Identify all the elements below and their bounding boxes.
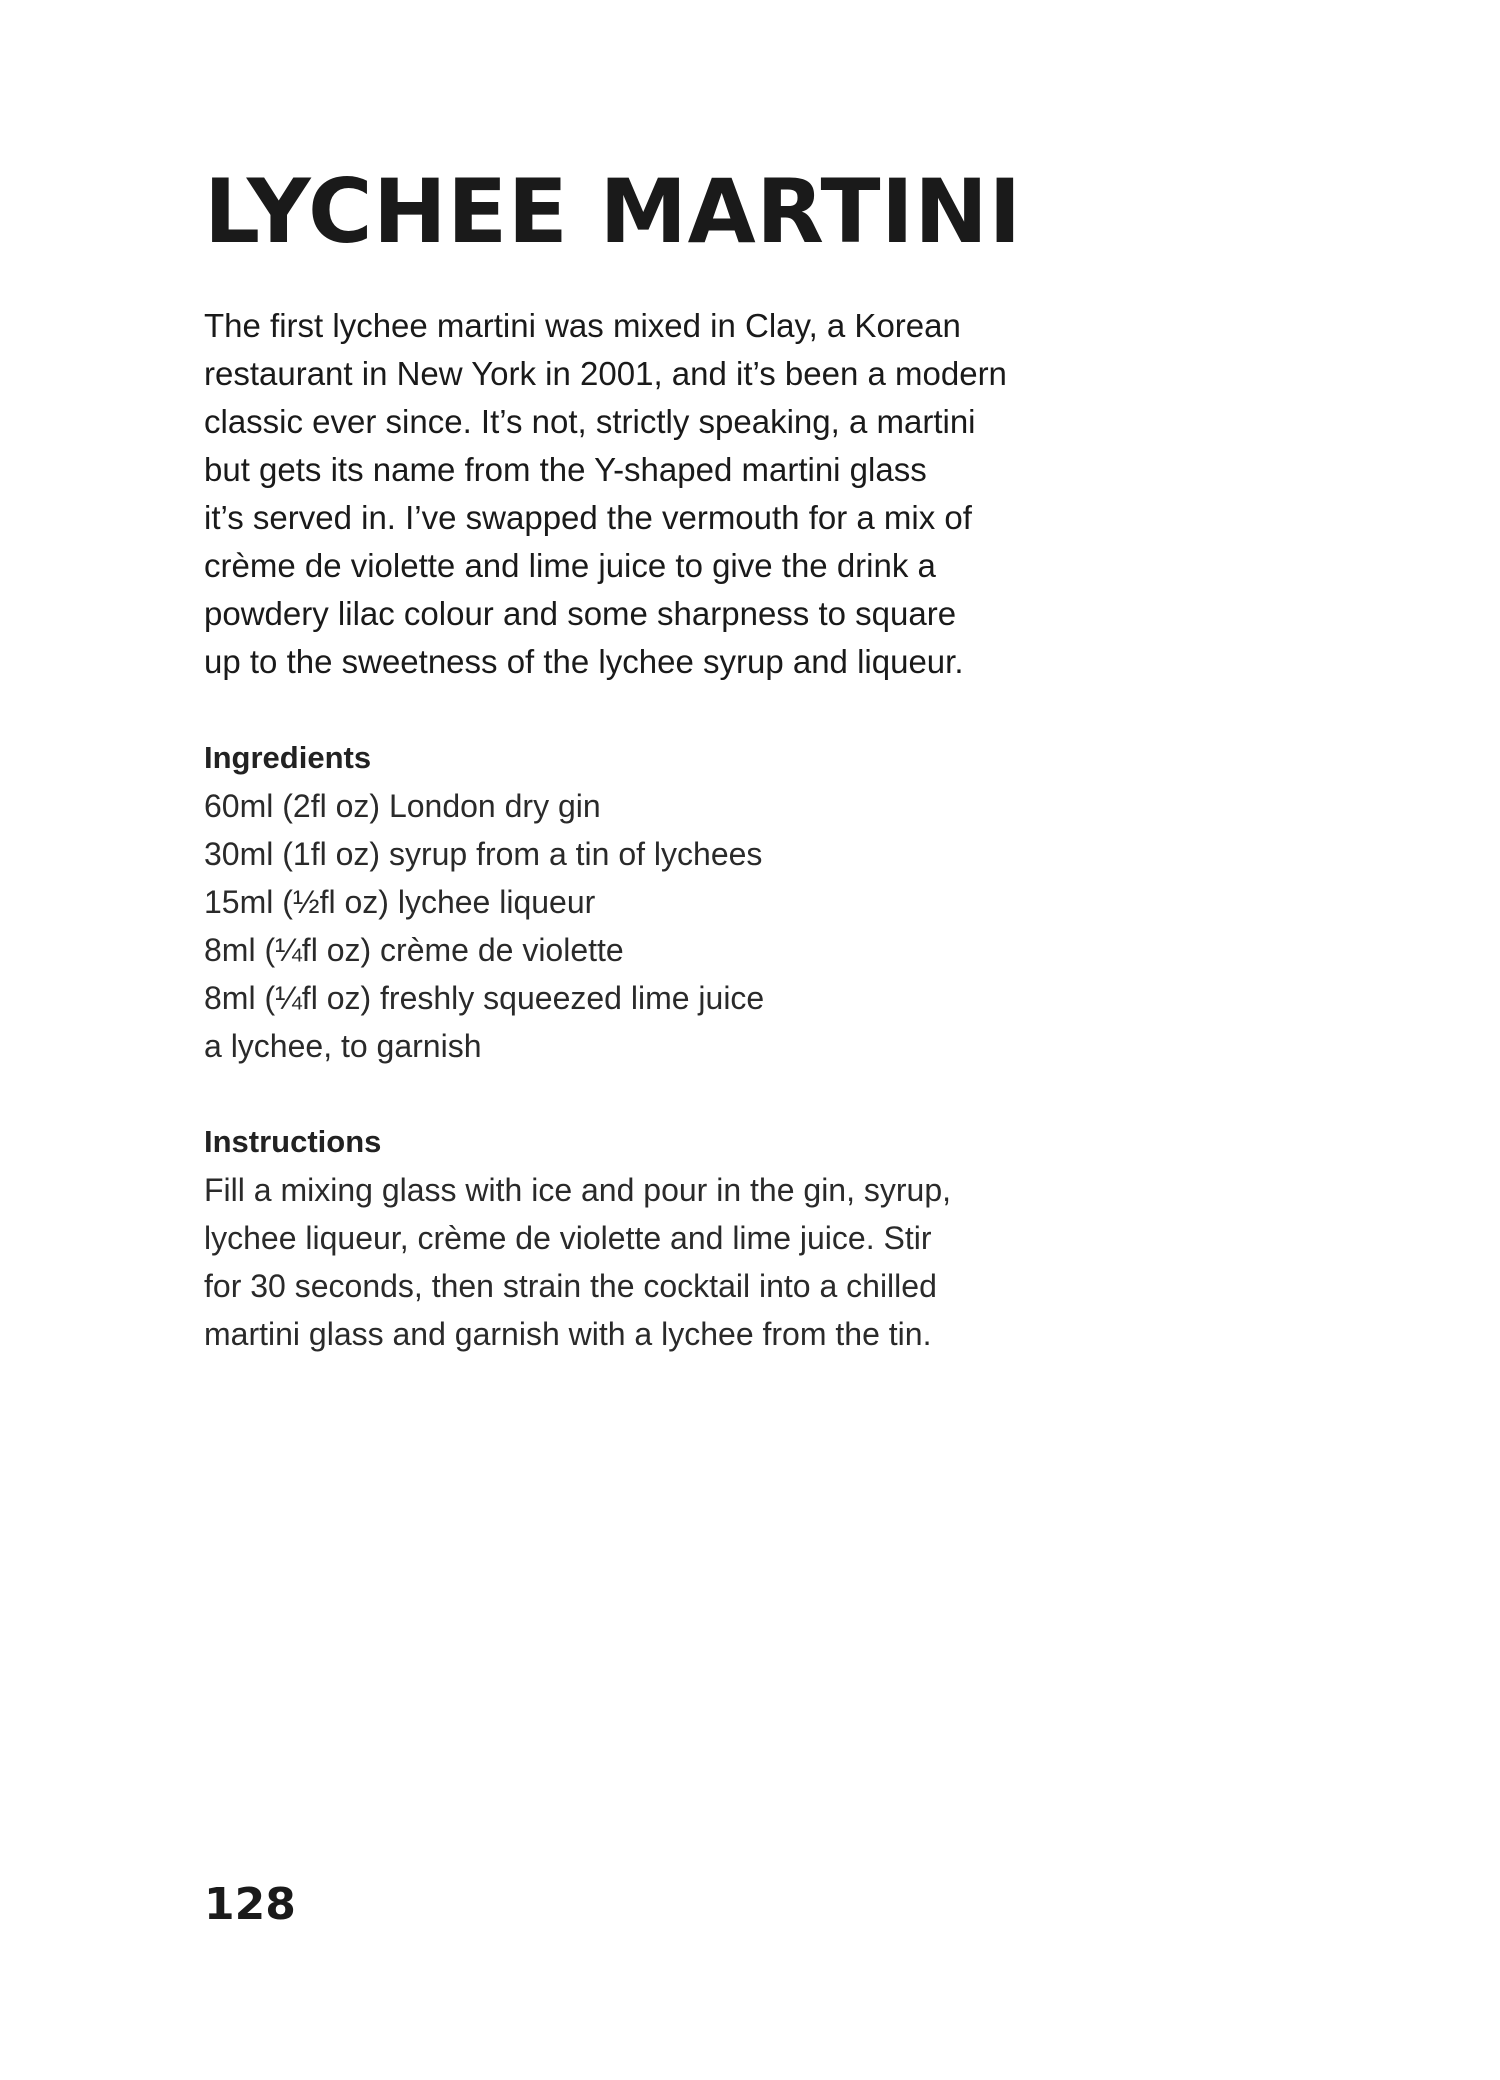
instructions-heading: Instructions: [204, 1124, 382, 1159]
recipe-page: [204, 0, 1344, 2080]
intro-line: crème de violette and lime juice to give the drink a: [204, 547, 936, 584]
ingredient-item: 8ml (¼fl oz) crème de violette: [204, 932, 624, 968]
page-number: 128: [204, 1879, 296, 1930]
instructions-paragraph: [204, 1166, 951, 1358]
ingredients-heading: Ingredients: [204, 740, 372, 775]
instruction-line: martini glass and garnish with a lychee from the tin.: [204, 1316, 932, 1352]
instruction-line: lychee liqueur, crème de violette and lime juice. Stir: [204, 1220, 932, 1256]
ingredient-item: 15ml (½fl oz) lychee liqueur: [204, 884, 596, 920]
ingredient-item: 30ml (1fl oz) syrup from a tin of lychees: [204, 836, 763, 872]
ingredient-item: 8ml (¼fl oz) freshly squeezed lime juice: [204, 980, 765, 1016]
recipe-title: LYCHEE MARTINI: [204, 160, 1022, 263]
ingredients-list: [204, 782, 764, 1070]
ingredient-item: a lychee, to garnish: [204, 1028, 482, 1064]
intro-paragraph: [204, 302, 1304, 686]
intro-line: it’s served in. I’ve swapped the vermouth for a mix of: [204, 499, 972, 536]
instruction-line: Fill a mixing glass with ice and pour in the gin, syrup,: [204, 1172, 952, 1208]
instruction-line: for 30 seconds, then strain the cocktail into a chilled: [204, 1268, 937, 1304]
intro-line: powdery lilac colour and some sharpness to square: [204, 595, 957, 632]
intro-line: restaurant in New York in 2001, and it’s been a modern: [204, 355, 1007, 392]
intro-line: up to the sweetness of the lychee syrup and liqueur.: [204, 643, 964, 680]
ingredient-item: 60ml (2fl oz) London dry gin: [204, 788, 601, 824]
intro-line: classic ever since. It’s not, strictly speaking, a martini: [204, 403, 976, 440]
intro-line: The first lychee martini was mixed in Clay, a Korean: [204, 307, 961, 344]
intro-line: but gets its name from the Y-shaped martini glass: [204, 451, 927, 488]
